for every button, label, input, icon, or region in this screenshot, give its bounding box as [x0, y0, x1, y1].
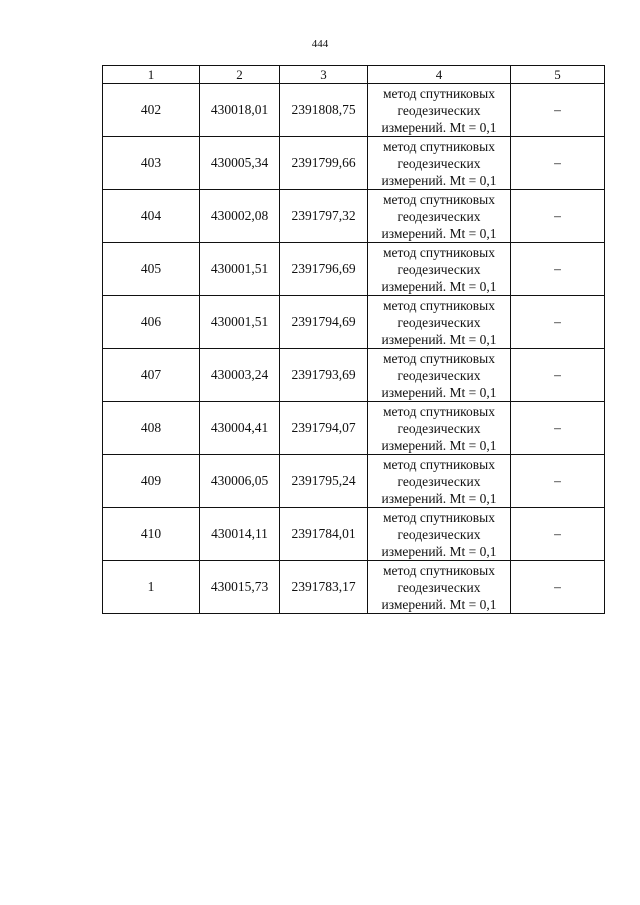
method-line: измерений. Mt = 0,1 — [381, 278, 497, 294]
table-row — [103, 508, 605, 561]
x-coordinate-cell: 430014,11 — [200, 508, 280, 561]
method-line: геодезических — [397, 208, 481, 224]
note-cell: – — [511, 296, 605, 349]
method-cell — [368, 455, 511, 508]
point-number-cell: 402 — [103, 84, 200, 137]
x-coordinate-cell: 430002,08 — [200, 190, 280, 243]
table-header — [103, 66, 605, 84]
y-coordinate-cell: 2391793,69 — [280, 349, 368, 402]
table-row — [103, 84, 605, 137]
method-line: геодезических — [397, 473, 481, 489]
note-cell: – — [511, 243, 605, 296]
point-number-cell: 405 — [103, 243, 200, 296]
x-coordinate-cell: 430001,51 — [200, 243, 280, 296]
method-line: геодезических — [397, 579, 481, 595]
method-line: геодезических — [397, 314, 481, 330]
method-line: измерений. Mt = 0,1 — [381, 596, 497, 612]
method-line: геодезических — [397, 367, 481, 383]
method-line: геодезических — [397, 102, 481, 118]
page-number: 444 — [311, 38, 329, 50]
method-cell — [368, 243, 511, 296]
note-cell: – — [511, 84, 605, 137]
header-col-5: 5 — [511, 66, 605, 84]
table-row — [103, 402, 605, 455]
method-cell — [368, 84, 511, 137]
method-line: измерений. Mt = 0,1 — [381, 331, 497, 347]
table-body — [103, 84, 605, 614]
method-line: измерений. Mt = 0,1 — [381, 490, 497, 506]
method-line: метод спутниковых — [383, 456, 495, 472]
method-line: измерений. Mt = 0,1 — [381, 384, 497, 400]
x-coordinate-cell: 430005,34 — [200, 137, 280, 190]
x-coordinate-cell: 430003,24 — [200, 349, 280, 402]
y-coordinate-cell: 2391784,01 — [280, 508, 368, 561]
header-row — [103, 66, 605, 84]
point-number-cell: 407 — [103, 349, 200, 402]
x-coordinate-cell: 430006,05 — [200, 455, 280, 508]
method-cell — [368, 190, 511, 243]
table-row — [103, 349, 605, 402]
y-coordinate-cell: 2391795,24 — [280, 455, 368, 508]
note-cell: – — [511, 190, 605, 243]
method-line: метод спутниковых — [383, 562, 495, 578]
y-coordinate-cell: 2391796,69 — [280, 243, 368, 296]
method-line: измерений. Mt = 0,1 — [381, 172, 497, 188]
header-col-1: 1 — [103, 66, 200, 84]
method-line: метод спутниковых — [383, 138, 495, 154]
method-line: измерений. Mt = 0,1 — [381, 119, 497, 135]
x-coordinate-cell: 430001,51 — [200, 296, 280, 349]
y-coordinate-cell: 2391794,07 — [280, 402, 368, 455]
table-row — [103, 296, 605, 349]
x-coordinate-cell: 430018,01 — [200, 84, 280, 137]
point-number-cell: 406 — [103, 296, 200, 349]
y-coordinate-cell: 2391808,75 — [280, 84, 368, 137]
method-cell — [368, 137, 511, 190]
point-number-cell: 404 — [103, 190, 200, 243]
point-number-cell: 403 — [103, 137, 200, 190]
y-coordinate-cell: 2391797,32 — [280, 190, 368, 243]
method-line: метод спутниковых — [383, 85, 495, 101]
note-cell: – — [511, 508, 605, 561]
method-line: геодезических — [397, 261, 481, 277]
method-line: метод спутниковых — [383, 350, 495, 366]
method-cell — [368, 349, 511, 402]
y-coordinate-cell: 2391799,66 — [280, 137, 368, 190]
method-line: измерений. Mt = 0,1 — [381, 437, 497, 453]
method-cell — [368, 508, 511, 561]
method-line: метод спутниковых — [383, 297, 495, 313]
y-coordinate-cell: 2391783,17 — [280, 561, 368, 614]
method-line: геодезических — [397, 420, 481, 436]
table-row — [103, 137, 605, 190]
header-col-2: 2 — [200, 66, 280, 84]
table-row — [103, 190, 605, 243]
x-coordinate-cell: 430004,41 — [200, 402, 280, 455]
note-cell: – — [511, 349, 605, 402]
point-number-cell: 410 — [103, 508, 200, 561]
method-line: геодезических — [397, 155, 481, 171]
method-line: измерений. Mt = 0,1 — [381, 543, 497, 559]
y-coordinate-cell: 2391794,69 — [280, 296, 368, 349]
method-cell — [368, 402, 511, 455]
method-line: измерений. Mt = 0,1 — [381, 225, 497, 241]
header-col-3: 3 — [280, 66, 368, 84]
header-col-4: 4 — [368, 66, 511, 84]
note-cell: – — [511, 402, 605, 455]
method-line: метод спутниковых — [383, 403, 495, 419]
table-row — [103, 243, 605, 296]
method-cell — [368, 561, 511, 614]
note-cell: – — [511, 137, 605, 190]
point-number-cell: 1 — [103, 561, 200, 614]
coordinates-table — [102, 65, 605, 614]
method-line: метод спутниковых — [383, 509, 495, 525]
table-row — [103, 561, 605, 614]
x-coordinate-cell: 430015,73 — [200, 561, 280, 614]
point-number-cell: 409 — [103, 455, 200, 508]
note-cell: – — [511, 561, 605, 614]
point-number-cell: 408 — [103, 402, 200, 455]
method-line: геодезических — [397, 526, 481, 542]
method-cell — [368, 296, 511, 349]
method-line: метод спутниковых — [383, 244, 495, 260]
method-line: метод спутниковых — [383, 191, 495, 207]
note-cell: – — [511, 455, 605, 508]
table-row — [103, 455, 605, 508]
